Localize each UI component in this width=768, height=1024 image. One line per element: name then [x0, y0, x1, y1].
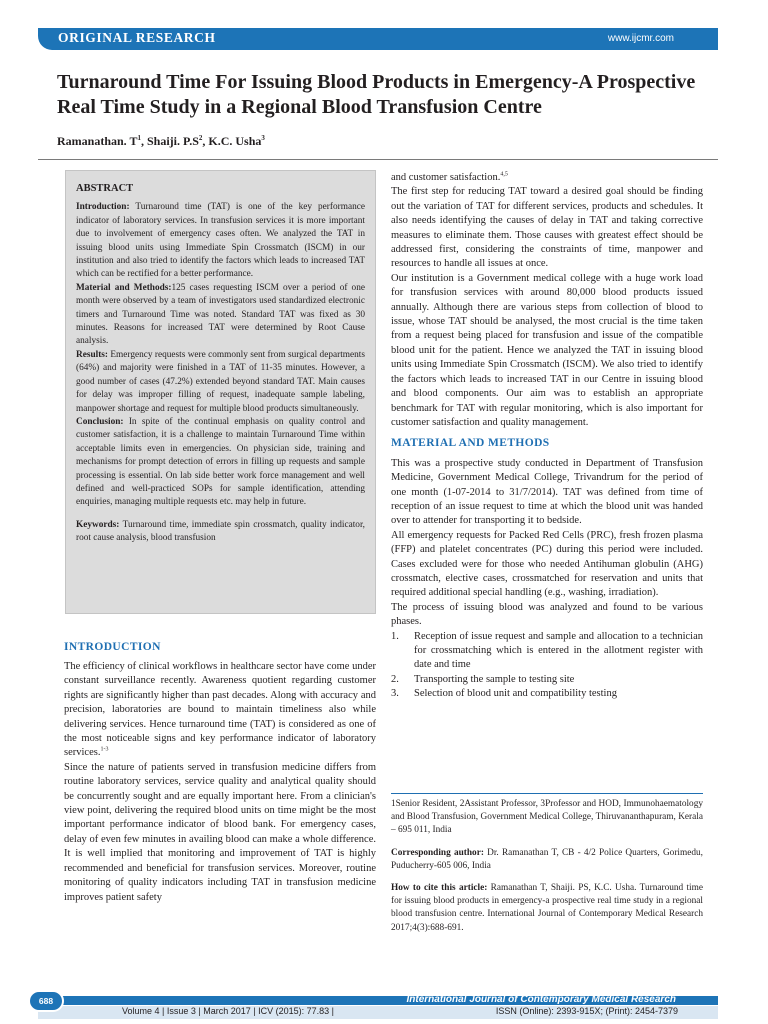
author-list: Ramanathan. $T^1$, Shaiji. $P.S^2$, K.C. Usha$^3$	[57, 134, 265, 148]
footnote-divider	[391, 793, 703, 794]
footnotes	[391, 798, 703, 944]
body-paragraph	[64, 660, 376, 761]
list-item-text: Selection of blood unit and compatibility testing	[414, 688, 617, 700]
list-number: 2.	[391, 673, 399, 685]
affiliation-note: 1Senior Resident, 2Assistant Professor, 3Professor and HOD, Immunohaematology and Blood Transfusion, Government Medical College, Thiruvananthapuram, Kerala – 695 011, India	[391, 799, 703, 836]
body-paragraph: Our institution is a Government medical college with a huge work load for transfusion services with around 80,000 blood products issued annually. Although there are various steps from collection of blood to issue, whose TAT should be analysed, the most crucial is the time taken from a request being placed for transfusion and issue of the compatible blood unit for the patient. Hence we analyzed the TAT in issuing blood units using Immediate Spin Crossmatch (ISCM). We also tried to identify the factors which leads to increased TAT in our Centre in issuing blood and blood components. Our aim was to establish an appropriate benchmark for TAT with regular monitoring, which is also important for customer satisfaction and quality management.	[391, 272, 703, 428]
author-affil-sup: 2	[198, 134, 203, 142]
list-item	[391, 687, 703, 701]
abstract-keywords	[76, 519, 365, 546]
body-paragraph	[391, 171, 703, 185]
page-footer	[38, 996, 718, 1020]
footnote-label: Corresponding author:	[391, 847, 484, 858]
footnote-text: Dr. Ramanathan T, CB - 4/2 Police Quarters, Gorimedu, Puducherry-605 006, India	[391, 847, 703, 871]
abstract-label: Results:	[76, 349, 109, 360]
methods-heading: MATERIAL AND METHODS	[391, 437, 550, 450]
citation-note	[391, 882, 703, 935]
author-affil-sup: 3	[261, 134, 265, 142]
list-number: 3.	[391, 688, 399, 700]
paragraph-text: The efficiency of clinical workflows in healthcare sector have come under constant surveillance recently. Awareness quotient regarding customer rights are significantly higher than past decades. Along with accuracy and precision, laboratories are bound to maintain timeliness also while delivering services. Hence turnaround time (TAT) is considered as one of the most noticeable signs and key performance indicator of laboratory services.	[64, 661, 376, 759]
abstract-conclusion	[76, 416, 365, 510]
footer-issn: ISSN (Online): 2393-915X; (Print): 2454-7379	[495, 1006, 678, 1016]
abstract-box	[65, 170, 376, 614]
abstract-text: Emergency requests were commonly sent from surgical departments (64%) and majority were finished in a TAT of 11-35 minutes. However, a good number of cases (47.2%) extended beyond standard TAT. Main causes for delay was improper filling of request, inadequate sample labeling, manpower shortage and request for multiple blood products simultaneously.	[76, 349, 365, 414]
abstract-results	[76, 349, 365, 416]
abstract-methods	[76, 282, 365, 349]
abstract-heading: ABSTRACT	[76, 183, 134, 194]
abstract-label: Material and Methods:	[76, 282, 172, 293]
article-title: Turnaround Time For Issuing Blood Products in Emergency-A Prospective Real Time Study in a Regional Blood Transfusion Centre	[57, 71, 696, 118]
right-column	[391, 171, 703, 702]
body-paragraph: Since the nature of patients served in transfusion medicine differs from routine laboratory services, service quality and analytical quality should be concurrently sought and are equally important here. From a clinician's view point, delivering the required blood units on time might be the most important performance indicator of blood bank. For emergency cases, delay of even few minutes in availing blood can make a whole difference. It is well implied that monitoring and improvement of TAT is highly recommended and beneficial for transfusion services. Moreover, routine monitoring of quality indicators including TAT in transfusion medicine improves patient safety	[64, 761, 376, 903]
citation: 1-3	[100, 746, 109, 753]
footer-journal-name: International Journal of Contemporary Medical Research	[406, 994, 676, 1005]
footnote-text: Ramanathan T, Shaiji. PS, K.C. Usha. Turnaround time for issuing blood products in emergency-a prospective real time study in a regional blood transfusion centre. International Journal of Contemporary Medical Research 2017;4(3):688-691.	[391, 883, 703, 933]
list-item-text: Reception of issue request and sample and allocation to a technician for crossmatching which is entered in the allotment register with date and time	[414, 630, 703, 671]
title-divider	[38, 159, 718, 160]
paragraph-text: and customer satisfaction.	[391, 172, 501, 183]
body-paragraph: This was a prospective study conducted in Department of Transfusion Medicine, Government Medical College, Trivandrum for the period of one month (1-07-2014 to 31/7/2014). TAT was defined from time of reception of an issue request to time at which the blood unit was handed over to attender for transporting it to bedside.	[391, 457, 703, 527]
abstract-label: Conclusion:	[76, 416, 124, 427]
abstract-text: Turnaround time (TAT) is one of the key performance indicator of laboratory services. In transfusion services it is more important due to involvement of emergency cases often. We analyzed the TAT in issuing blood units using Immediate Spin Crossmatch (ISCM) in our institution and also tried to identify the factors which leads to increased TAT which can be rectified for a better performance.	[76, 202, 365, 280]
author-name: Ramanathan. T	[57, 134, 138, 148]
abstract-label: Introduction:	[76, 202, 130, 213]
journal-url[interactable]: www.ijcmr.com	[607, 33, 674, 44]
section-label: ORIGINAL RESEARCH	[58, 30, 216, 45]
abstract-text: 125 cases requesting ISCM over a period of one month were observed by a team of investigators used standardized electronic timers and Turnaround Time was noted. Standard TAT was fixed as 30 minutes. Reasons for increased TAT were determined by Root Cause analysis.	[76, 282, 365, 347]
list-item	[391, 630, 703, 673]
body-paragraph: The first step for reducing TAT toward a desired goal should be finding out the variation of TAT for different services, products and schedules. It also needs identifying the causes of delay in TAT and taking corrective measures to eliminate them. Those causes with greatest effect should be addressed first, considering the constraints of time, manpower and resources to handle all issues at once.	[391, 186, 703, 270]
list-item-text: Transporting the sample to testing site	[414, 673, 575, 685]
footnote-label: How to cite this article:	[391, 883, 488, 894]
citation: 4,5	[500, 171, 508, 178]
introduction-heading: INTRODUCTION	[64, 641, 161, 653]
abstract-introduction	[76, 201, 365, 281]
abstract-text: In spite of the continual emphasis on quality control and customer satisfaction, it is a challenge to maintain Turnaround Time within acceptable limits even in emergencies. On physician side, training and mechanisms for prompt detection of errors in filling up requests and sample processing is essential. On lab side better work force management and well defined and well-practiced SOPs for sample identification, attending enquiries, managing multiple requests etc. may help in future.	[76, 416, 365, 508]
author-name: K.C. Usha	[208, 134, 262, 148]
list-number: 1.	[391, 630, 399, 642]
abstract-text: Turnaround time, immediate spin crossmatch, quality indicator, root cause analysis, blood transfusion	[76, 519, 365, 544]
abstract-label: Keywords:	[76, 519, 120, 530]
page-number: 688	[28, 990, 64, 1012]
author-affil-sup: 1	[137, 134, 141, 142]
body-paragraph: All emergency requests for Packed Red Cells (PRC), fresh frozen plasma (FFP) and platelet concentrates (PC) during this period were included. Cases excluded were for those who needed Antihuman globulin (AHG) crossmatch, elective cases, crossmatched for reservation and units that required additional special handling (e.g., washing, irradiation).	[391, 529, 703, 599]
corresponding-author-note	[391, 847, 703, 873]
author-name: Shaiji. P.S	[146, 134, 199, 148]
process-steps-list	[391, 630, 703, 702]
list-item	[391, 673, 703, 687]
body-paragraph: The process of issuing blood was analyzed and found to be various phases.	[391, 601, 703, 628]
footer-issue-info: Volume 4 | Issue 3 | March 2017 | ICV (2015): 77.83 |	[122, 1006, 334, 1016]
left-column	[64, 660, 376, 905]
